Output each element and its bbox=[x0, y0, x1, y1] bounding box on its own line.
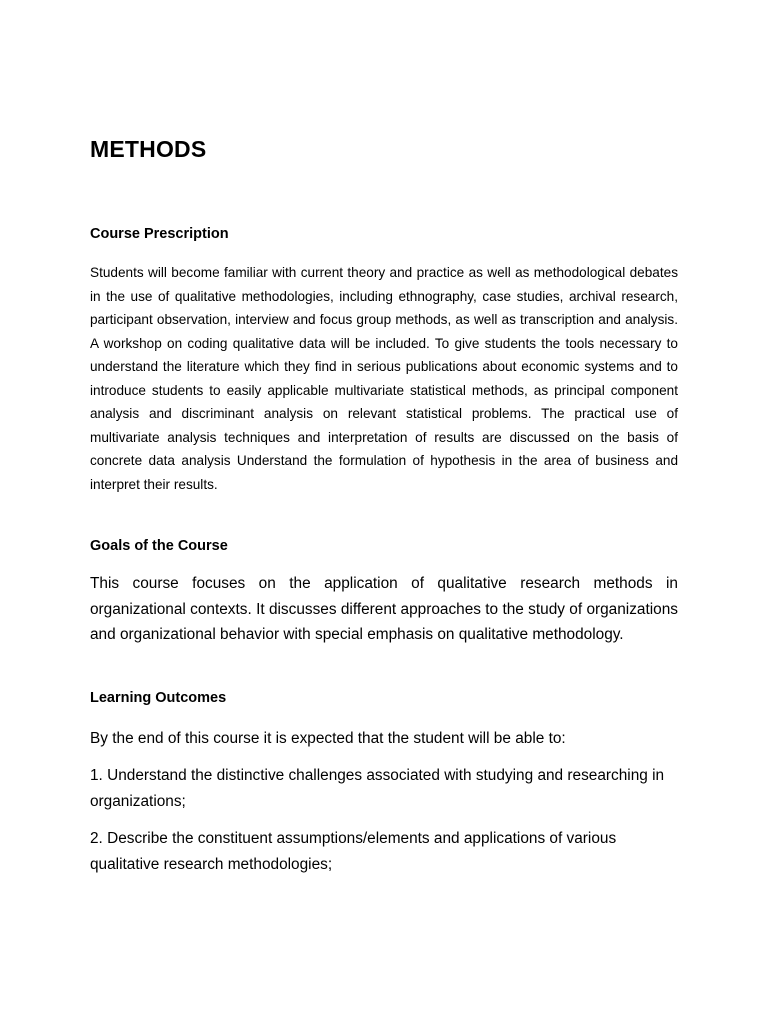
course-prescription-paragraph: Students will become familiar with current theory and practice as well as methodological debates in the use of qualitative methodologies, including ethnography, case studies, archival research, participant observation, interview and focus group methods, as well as transcription and analysis. A workshop on coding qualitative data will be included. To give students the tools necessary to understand the literature which they find in serious publications about economic systems and to introduce students to easily applicable multivariate statistical methods, as principal component analysis and discriminant analysis on relevant statistical problems. The practical use of multivariate analysis techniques and interpretation of results are discussed on the basis of concrete data analysis Understand the formulation of hypothesis in the area of business and interpret their results. bbox=[90, 265, 678, 492]
course-prescription-heading: Course Prescription bbox=[90, 226, 229, 242]
learning-outcome-item: 2. Describe the constituent assumptions/elements and applications of various qualitative research methodologies; bbox=[90, 830, 617, 873]
learning-outcome-item: 1. Understand the distinctive challenges associated with studying and researching in organizations; bbox=[90, 767, 665, 810]
goals-heading: Goals of the Course bbox=[90, 538, 228, 554]
page-title: METHODS bbox=[90, 136, 207, 162]
learning-outcomes-intro: By the end of this course it is expected that the student will be able to: bbox=[90, 730, 566, 747]
learning-outcomes-heading: Learning Outcomes bbox=[90, 690, 227, 706]
goals-paragraph: This course focuses on the application of qualitative research methods in organizational contexts. It discusses different approaches to the study of organizations and organizational behavior with special emphasis on qualitative methodology. bbox=[90, 575, 678, 643]
